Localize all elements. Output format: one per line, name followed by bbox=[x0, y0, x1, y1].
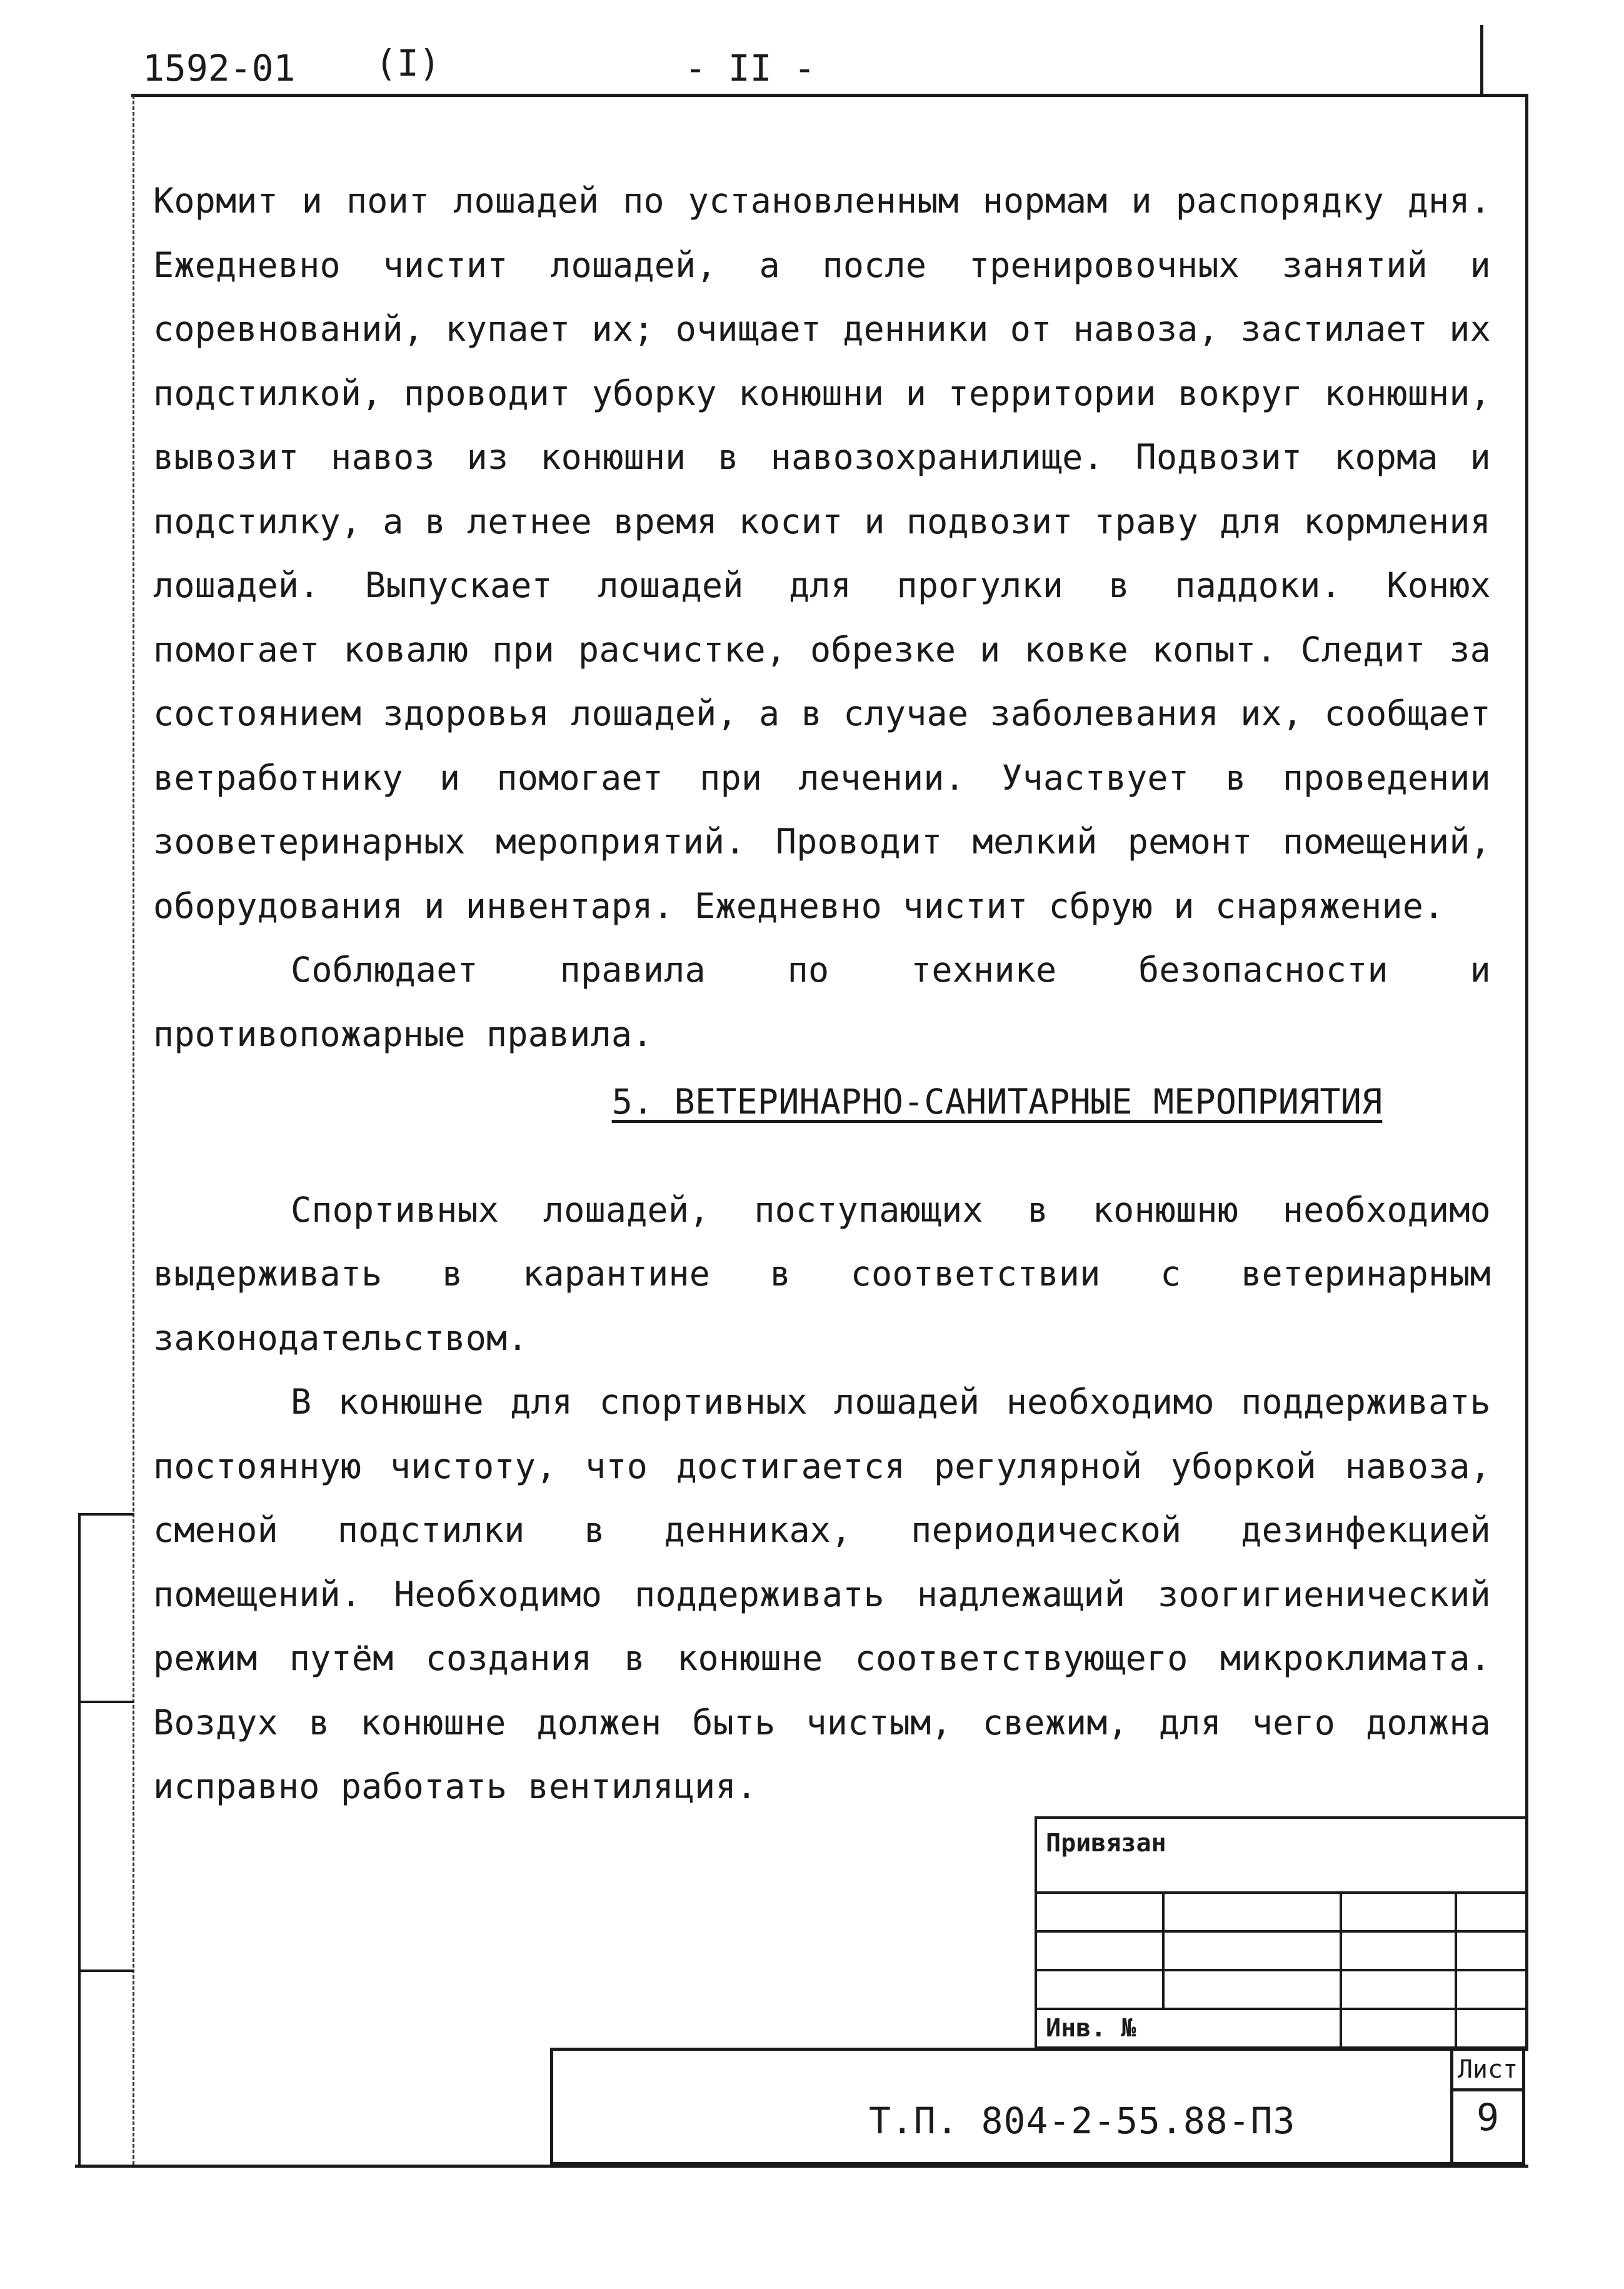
sheet-box bbox=[1450, 2048, 1525, 2165]
part-number: (I) bbox=[375, 42, 441, 84]
page-number: - II - bbox=[684, 47, 816, 89]
stamp-table bbox=[1035, 1816, 1528, 2049]
binding-strip-top-line bbox=[78, 1513, 134, 1516]
binding-strip-divider-2 bbox=[78, 1970, 134, 1972]
paragraph-safety: Соблюдает правила по технике безопасности и противопожарные правила. bbox=[153, 950, 1491, 1054]
paragraph-duties: Кормит и поит лошадей по установленным нормам и распорядку дня. Ежедневно чистит лошадей, а после тренировочных занятий и соревнований, купает их; очищает денники от навоза, застилает их подстилкой, проводит уборку конюшни и территории вокруг конюшни, вывозит навоз из конюшни в навозохранилище. Подвозит корма и подстилку, а в летнее время косит и подвозит траву для кормления лошадей. Выпускает лошадей для прогулки в паддоки. Конюх помогает ковалю при расчистке, обрезке и ковке копыт. Следит за состоянием здоровья лошадей, а в случае заболевания их, сообщает ветработнику и помогает при лечении. Участвует в проведении зооветеринарных мероприятий. Проводит мелкий ремонт помещений, оборудования и инвентаря. Ежедневно чистит сбрую и снаряжение. bbox=[153, 181, 1491, 926]
sheet-number: 9 bbox=[1476, 2096, 1500, 2140]
paragraph-quarantine: Спортивных лошадей, поступающих в конюшню необходимо выдерживать в карантине в соответствии с ветеринарным законодательством. bbox=[153, 1189, 1491, 1358]
document-number: Т.П. 804-2-55.88-ПЗ bbox=[869, 2100, 1296, 2142]
frame-right-line bbox=[1525, 94, 1528, 2051]
paragraph-hygiene: В конюшне для спортивных лошадей необходимо поддерживать постоянную чистоту, что достигается регулярной уборкой навоза, сменой подстилки в денниках, периодической дезинфекцией помещений. Необходимо поддерживать надлежащий зоогигиенический режим путём создания в конюшне соответствующего микроклимата. Воздух в конюшне должен быть чистым, свежим, для чего должна исправно работать вентиляция. bbox=[153, 1382, 1491, 1806]
frame-top-line bbox=[131, 94, 1528, 97]
body-text bbox=[153, 169, 1491, 1819]
binding-strip-divider-1 bbox=[78, 1701, 134, 1703]
attached-label: Привязан bbox=[1036, 1818, 1527, 1893]
frame-right-outer-line bbox=[1480, 25, 1483, 95]
frame-left-dashed-line bbox=[133, 95, 134, 2165]
section-heading: 5. ВЕТЕРИНАРНО-САНИТАРНЫЕ МЕРОПРИЯТИЯ bbox=[611, 1082, 1383, 1122]
sheet-label: Лист bbox=[1453, 2051, 1522, 2091]
inventory-label: Инв. № bbox=[1036, 2009, 1341, 2048]
binding-strip-outer-line bbox=[78, 1513, 81, 2166]
document-code: 1592-01 bbox=[143, 47, 296, 89]
